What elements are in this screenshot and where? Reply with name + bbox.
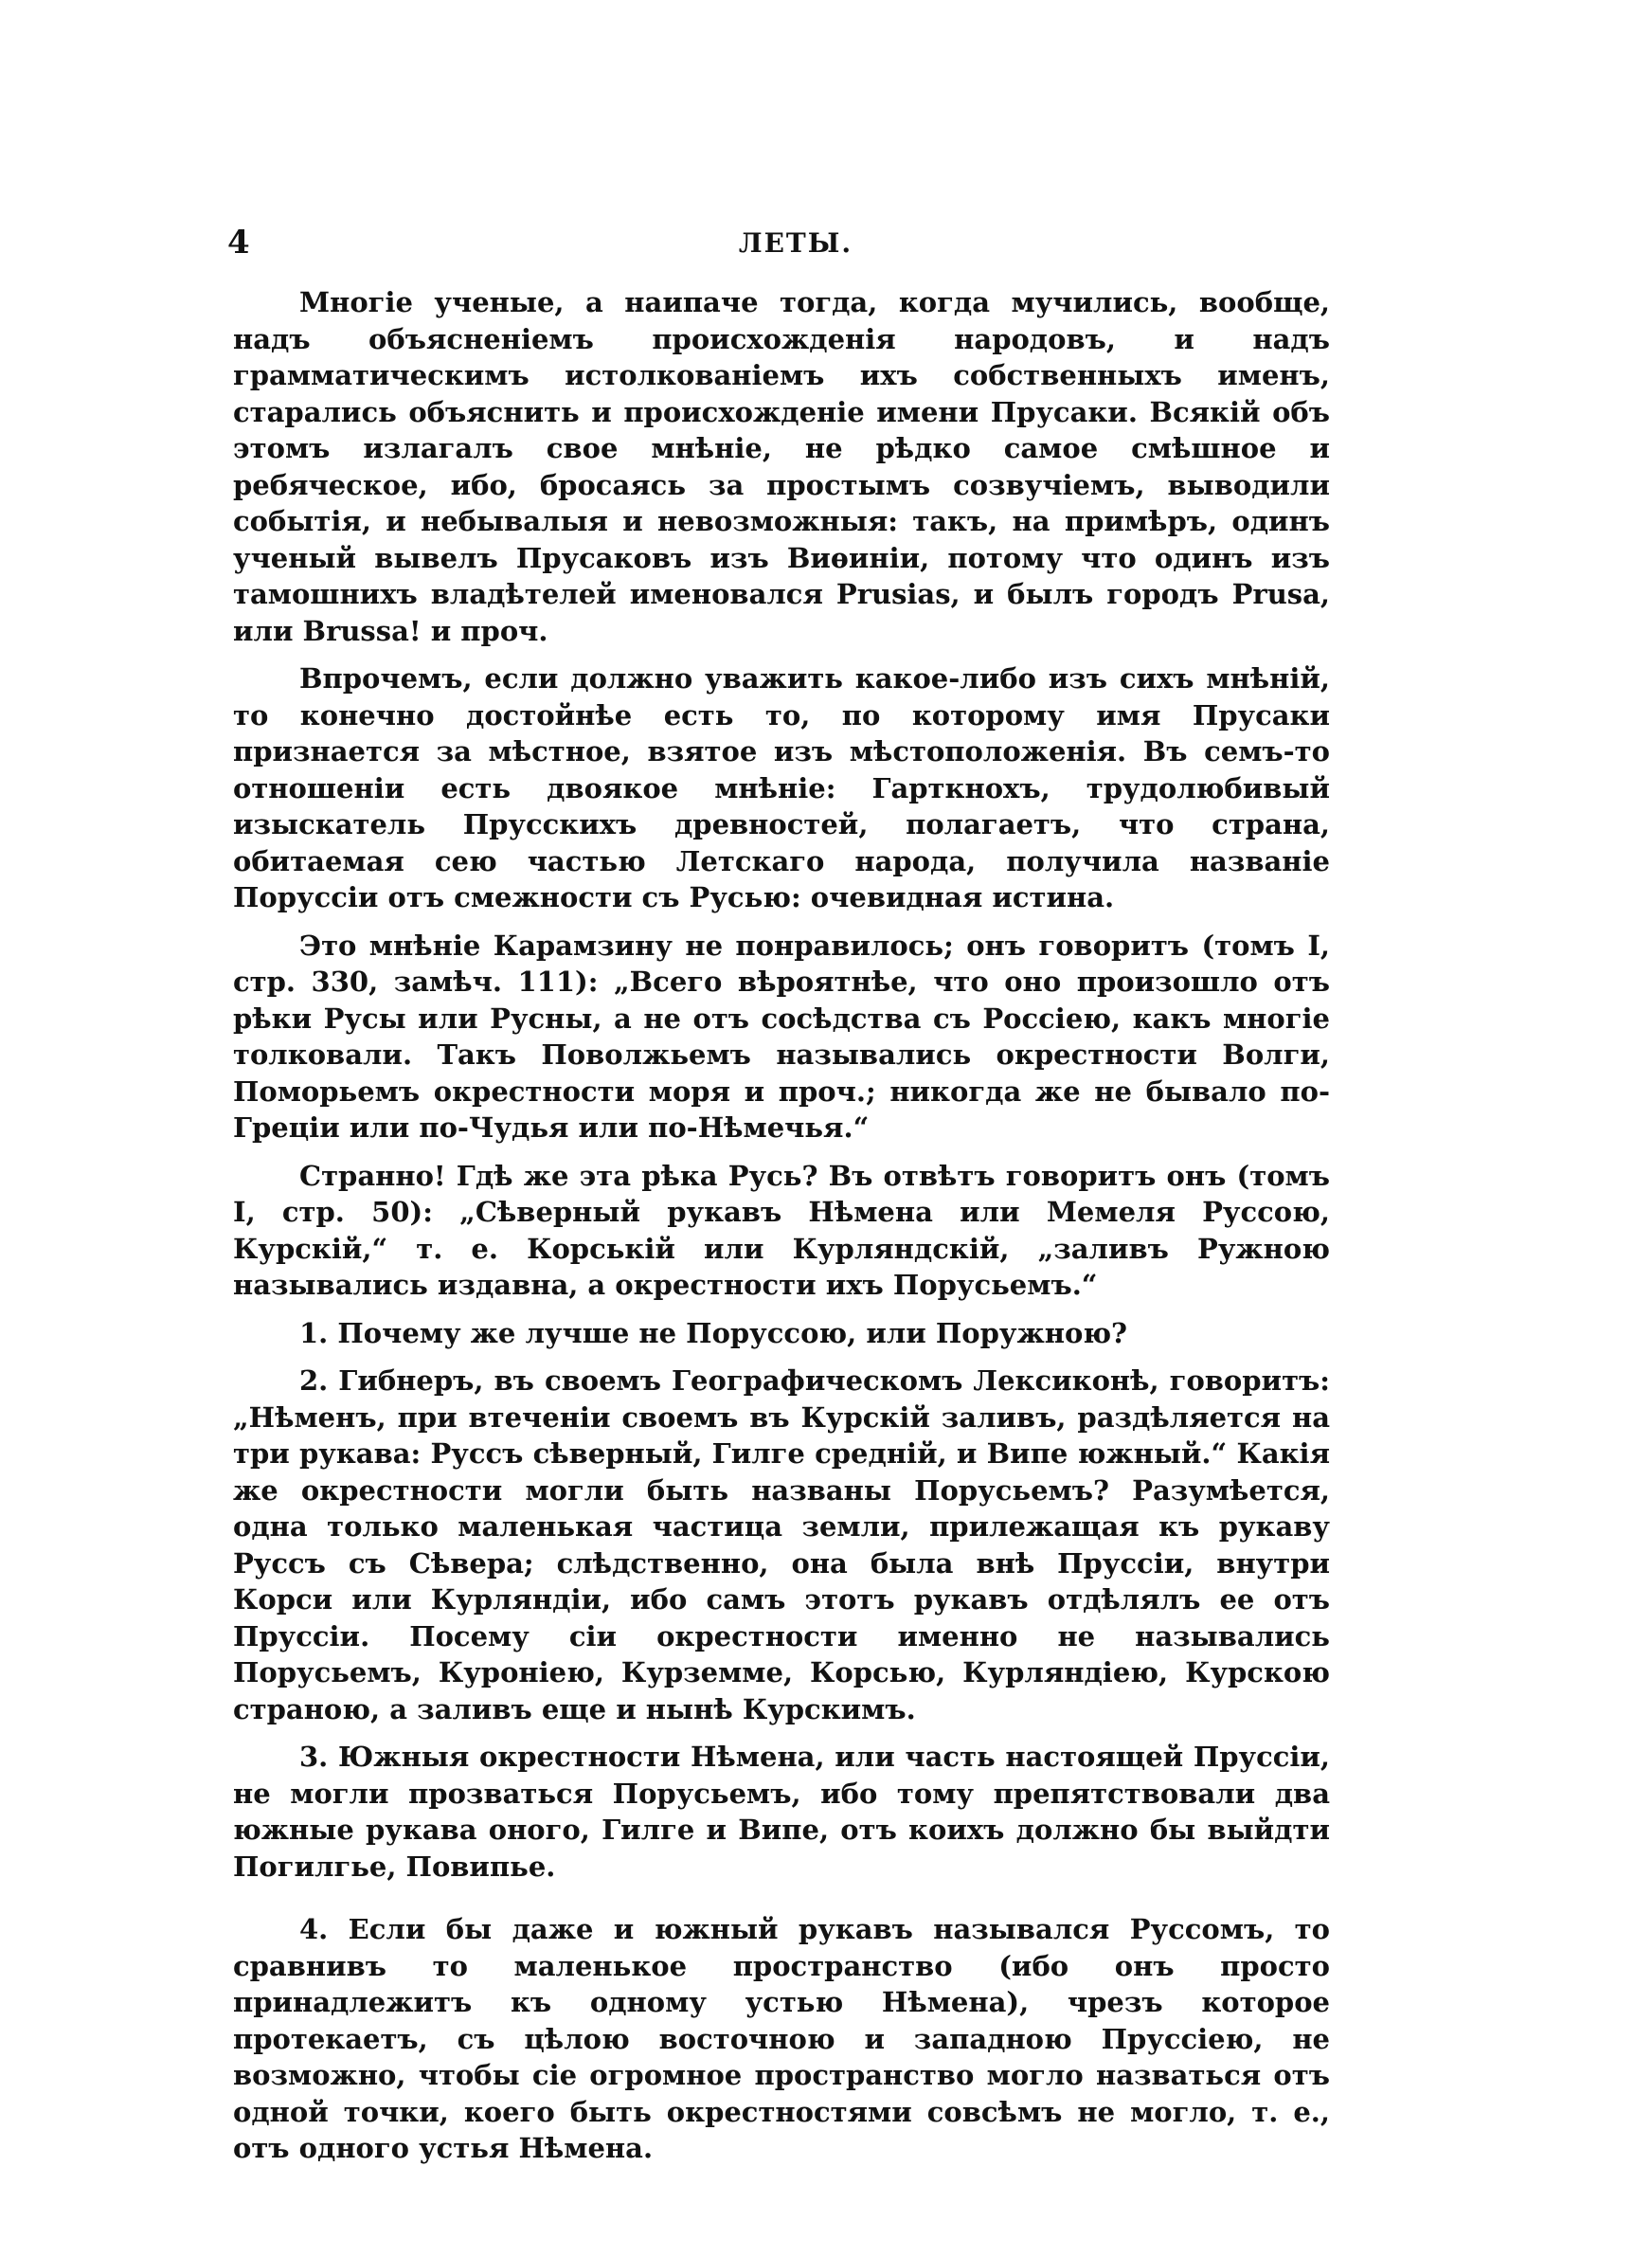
paragraph-numbered: 4. Если бы даже и южный рукавъ назывался Руссомъ, то сравнивъ то маленькое пространство (ибо онъ просто принадлежитъ къ одному устью Нѣмена), чрезъ которое протекаетъ, съ цѣлою восточною и западною Пруссіею, не возможно, чтобы сіе огромное пространство могло назваться отъ одной точки, коего быть окрестностями совсѣмъ не могло, т. е., отъ одного устья Нѣмена. [233, 1913, 1330, 2164]
paragraph: Впрочемъ, если должно уважить какое-либо изъ сихъ мнѣній, то конечно достойнѣе есть то, по которому имя Прусаки признается за мѣстное, взятое изъ мѣстоположенія. Въ семъ-то отношеніи есть двоякое мнѣніе: Гарткнохъ, трудолюбивый изыскатель Прусскихъ древностей, полагаетъ, что страна, обитаемая сею частью Летскаго народа, получила названіе Поруссіи отъ смежности съ Русью: очевидная истина. [233, 662, 1330, 913]
page-header [227, 224, 1364, 269]
page-number: 4 [227, 224, 250, 262]
paragraph-numbered: 2. Гибнеръ, въ своемъ Географическомъ Лексиконѣ, говоритъ: „Нѣменъ, при втеченіи своемъ въ Курскій заливъ, раздѣляется на три рукава: Руссъ сѣверный, Гилге средній, и Випе южный.“ Какія же окрестности могли быть названы Порусьемъ? Разумѣется, одна только маленькая частица земли, прилежащая къ рукаву Руссъ съ Сѣвера; слѣдственно, она была внѣ Пруссіи, внутри Корси или Курляндіи, ибо самъ этотъ рукавъ отдѣлялъ ее отъ Пруссіи. Посему сіи окрестности именно не назывались Порусьемъ, Куроніею, Курземме, Корсью, Курляндіею, Курскою страною, а заливъ еще и нынѣ Курскимъ. [233, 1364, 1330, 1725]
running-title: ЛЕТЫ. [738, 227, 853, 259]
body-text [233, 284, 1330, 2167]
paragraph: Многіе ученые, а наипаче тогда, когда мучились, вообще, надъ объясненіемъ происхожденія народовъ, и надъ грамматическимъ истолкованіемъ ихъ собственныхъ именъ, старались объяснить и происхожденіе имени Прусаки. Всякій объ этомъ излагалъ свое мнѣніе, не рѣдко самое смѣшное и ребяческое, ибо, бросаясь за простымъ созвучіемъ, выводили событія, и небывалыя и невозможныя: такъ, на примѣръ, одинъ ученый вывелъ Прусаковъ изъ Виѳиніи, потому что одинъ изъ тамошнихъ владѣтелей именовался Prusias, и былъ городъ Prusa, или Brussa! и проч. [233, 286, 1330, 647]
paragraph: Странно! Гдѣ же эта рѣка Русь? Въ отвѣтъ говоритъ онъ (томъ I, стр. 50): „Сѣверный рукавъ Нѣмена или Мемеля Руссою, Курскій,“ т. е. Корській или Курляндскій, „заливъ Ружною назывались издавна, а окрестности ихъ Порусьемъ.“ [233, 1159, 1330, 1301]
paragraph-numbered: 3. Южныя окрестности Нѣмена, или часть настоящей Пруссіи, не могли прозваться Порусьемъ, ибо тому препятствовали два южные рукава оного, Гилге и Випе, отъ коихъ должно бы выйдти Погилгье, Повипье. [233, 1741, 1330, 1883]
paragraph-numbered: 1. Почему же лучше не Поруссою, или Поружною? [299, 1316, 1128, 1349]
paragraph: Это мнѣніе Карамзину не понравилось; онъ говоритъ (томъ I, стр. 330, замѣч. 111): „Всего вѣроятнѣе, что оно произошло отъ рѣки Русы или Русны, а не отъ сосѣдства съ Россіею, какъ многіе толковали. Такъ Поволжьемъ назывались окрестности Волги, Поморьемъ окрестности моря и проч.; никогда же не бывало по-Греціи или по-Чудья или по-Нѣмечья.“ [233, 929, 1330, 1144]
